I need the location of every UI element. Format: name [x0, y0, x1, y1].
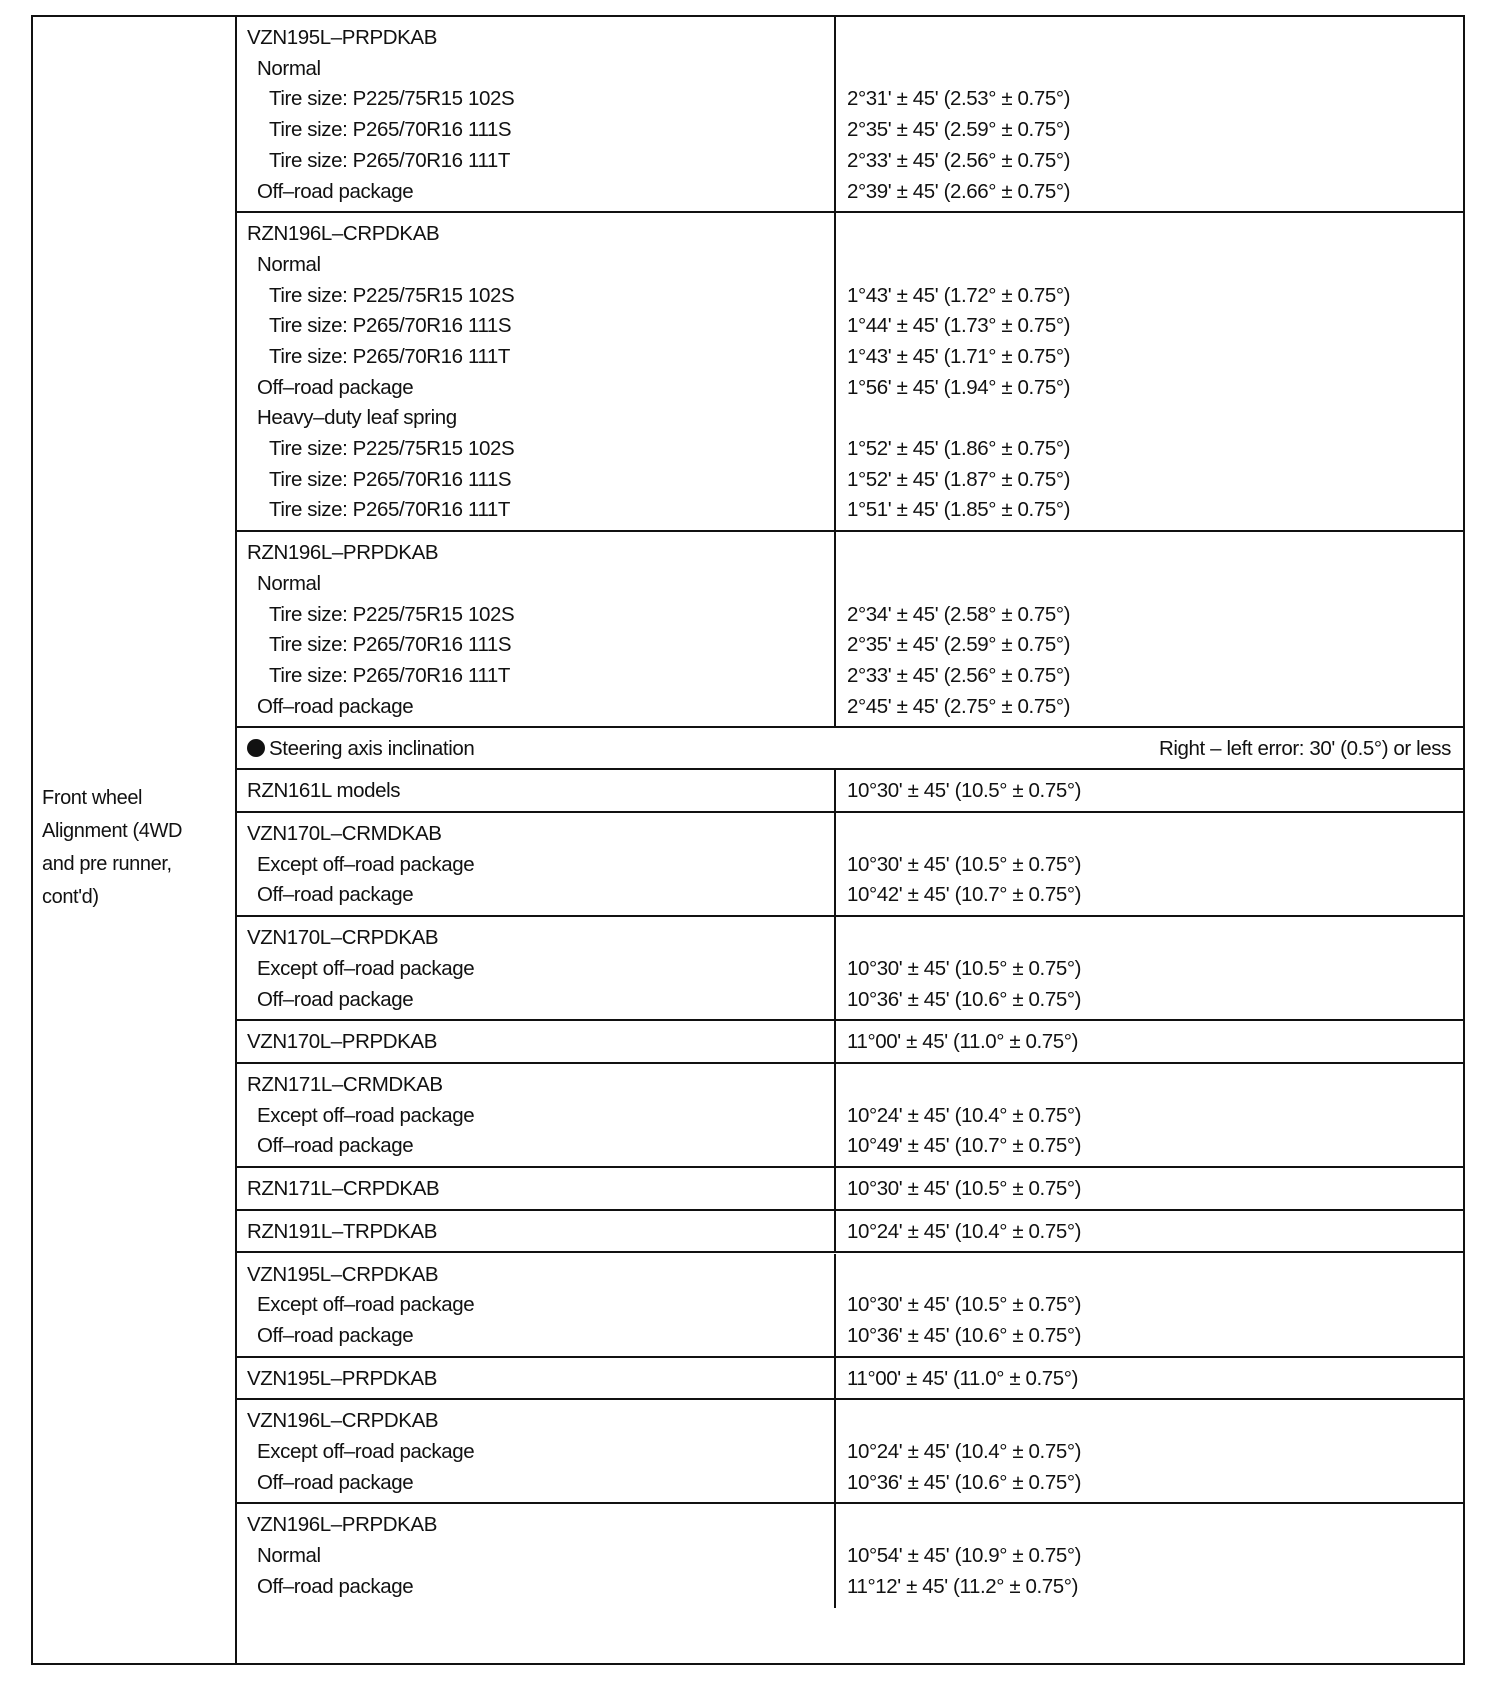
spec-label: Tire size: P265/70R16 111T — [269, 344, 511, 368]
table-row — [237, 145, 1463, 177]
spec-value: 1°51' ± 45' (1.85° ± 0.75°) — [847, 498, 1071, 522]
spec-value: 10°30' ± 45' (10.5° ± 0.75°) — [847, 1293, 1082, 1317]
section-label-line: Front wheel — [42, 787, 143, 809]
spec-label: RZN161L models — [247, 779, 401, 803]
spec-label: Tire size: P265/70R16 111S — [269, 314, 512, 338]
spec-value: 1°52' ± 45' (1.86° ± 0.75°) — [847, 437, 1071, 461]
table-row — [237, 176, 1463, 208]
spec-label: Heavy–duty leaf spring — [257, 406, 457, 430]
spec-value: 2°45' ± 45' (2.75° ± 0.75°) — [847, 694, 1071, 718]
spec-label: RZN196L–PRPDKAB — [247, 541, 439, 565]
spec-label: Off–road package — [257, 1574, 414, 1598]
spec-value: 10°49' ± 45' (10.7° ± 0.75°) — [847, 1134, 1082, 1158]
table-row — [237, 372, 1463, 404]
spec-value: 2°35' ± 45' (2.59° ± 0.75°) — [847, 633, 1071, 657]
table-row — [237, 1259, 1463, 1291]
spec-value: 1°56' ± 45' (1.94° ± 0.75°) — [847, 375, 1071, 399]
table-row — [237, 568, 1463, 600]
table-row — [237, 1130, 1463, 1162]
spec-label: VZN170L–CRPDKAB — [247, 926, 439, 950]
table-row — [237, 775, 1463, 807]
table-row — [237, 494, 1463, 526]
spec-value: 2°34' ± 45' (2.58° ± 0.75°) — [847, 602, 1071, 626]
caster-section — [237, 17, 1463, 213]
spec-value: 11°00' ± 45' (11.0° ± 0.75°) — [847, 1366, 1079, 1390]
section-label — [42, 782, 232, 914]
spec-value: 10°24' ± 45' (10.4° ± 0.75°) — [847, 1103, 1082, 1127]
spec-label: Normal — [257, 1544, 321, 1568]
spec-label: VZN195L–PRPDKAB — [247, 26, 437, 49]
table-row — [237, 1571, 1463, 1603]
spec-label: Off–road package — [257, 987, 414, 1011]
spec-label: VZN195L–PRPDKAB — [247, 1366, 437, 1390]
inclination-section — [237, 770, 1463, 813]
spec-value: 2°33' ± 45' (2.56° ± 0.75°) — [847, 663, 1071, 687]
table-row — [237, 922, 1463, 954]
inclination-section — [237, 917, 1463, 1021]
table-row — [237, 1100, 1463, 1132]
spec-label: RZN171L–CRPDKAB — [247, 1177, 440, 1201]
spec-label: Except off–road package — [257, 1103, 475, 1127]
spec-label: RZN196L–CRPDKAB — [247, 222, 440, 246]
spec-value: 1°43' ± 45' (1.72° ± 0.75°) — [847, 283, 1071, 307]
spec-value: 1°52' ± 45' (1.87° ± 0.75°) — [847, 467, 1071, 491]
table-row — [237, 629, 1463, 661]
spec-label: Tire size: P225/75R15 102S — [269, 437, 515, 461]
inclination-section — [237, 1168, 1463, 1211]
table-row — [237, 464, 1463, 496]
table-row — [237, 537, 1463, 569]
spec-value: 2°39' ± 45' (2.66° ± 0.75°) — [847, 179, 1071, 203]
spec-label: Tire size: P265/70R16 111T — [269, 498, 511, 522]
spec-label: VZN170L–PRPDKAB — [247, 1030, 437, 1054]
spec-value: 10°30' ± 45' (10.5° ± 0.75°) — [847, 779, 1082, 803]
spec-value: 1°44' ± 45' (1.73° ± 0.75°) — [847, 314, 1071, 338]
inclination-section — [237, 1254, 1463, 1358]
spec-value: 10°54' ± 45' (10.9° ± 0.75°) — [847, 1544, 1082, 1568]
table-row — [237, 1405, 1463, 1437]
spec-label: RZN171L–CRMDKAB — [247, 1073, 443, 1096]
table-row — [237, 599, 1463, 631]
spec-label: Off–road package — [257, 1323, 414, 1347]
spec-label: Tire size: P265/70R16 111S — [269, 467, 512, 491]
spec-label: Except off–road package — [257, 956, 475, 980]
table-row — [237, 660, 1463, 692]
spec-label: Tire size: P265/70R16 111T — [269, 663, 511, 687]
spec-value: 2°35' ± 45' (2.59° ± 0.75°) — [847, 118, 1071, 142]
table-row — [237, 953, 1463, 985]
spec-label: VZN170L–CRMDKAB — [247, 822, 442, 846]
table-row — [237, 22, 1463, 54]
spec-value: 10°30' ± 45' (10.5° ± 0.75°) — [847, 956, 1082, 980]
spec-label: Except off–road package — [257, 852, 475, 876]
steering-axis-title — [247, 733, 474, 765]
right-left-error-note: Right – left error: 30' (0.5°) or less — [1159, 737, 1451, 761]
spec-value: 2°31' ± 45' (2.53° ± 0.75°) — [847, 87, 1071, 111]
spec-value: 11°12' ± 45' (11.2° ± 0.75°) — [847, 1574, 1079, 1598]
spec-label: Tire size: P265/70R16 111T — [269, 148, 511, 172]
spec-value: 10°24' ± 45' (10.4° ± 0.75°) — [847, 1439, 1082, 1463]
caster-section — [237, 532, 1463, 728]
spec-label: Except off–road package — [257, 1293, 475, 1317]
table-row — [237, 402, 1463, 434]
inclination-section — [237, 813, 1463, 917]
spec-value: 10°30' ± 45' (10.5° ± 0.75°) — [847, 852, 1082, 876]
spec-value: 10°36' ± 45' (10.6° ± 0.75°) — [847, 987, 1082, 1011]
table-row — [237, 249, 1463, 281]
table-row — [237, 984, 1463, 1016]
spec-value: 11°00' ± 45' (11.0° ± 0.75°) — [847, 1030, 1079, 1054]
spec-value: 2°33' ± 45' (2.56° ± 0.75°) — [847, 148, 1071, 172]
table-row — [237, 433, 1463, 465]
table-row — [237, 1509, 1463, 1541]
table-row — [237, 1540, 1463, 1572]
table-row — [237, 114, 1463, 146]
spec-label: VZN195L–CRPDKAB — [247, 1262, 439, 1286]
table-row — [237, 1216, 1463, 1248]
table-row — [237, 1026, 1463, 1058]
spec-label: Off–road package — [257, 694, 414, 718]
table-row — [237, 879, 1463, 911]
table-row — [237, 341, 1463, 373]
inclination-section — [237, 1211, 1463, 1254]
spec-label: Off–road package — [257, 179, 414, 203]
table-row — [237, 280, 1463, 312]
section-label-line: cont'd) — [42, 886, 99, 908]
spec-value: 10°30' ± 45' (10.5° ± 0.75°) — [847, 1177, 1082, 1201]
spec-label: Except off–road package — [257, 1439, 475, 1463]
spec-label: Tire size: P225/75R15 102S — [269, 602, 515, 626]
inclination-section — [237, 1504, 1463, 1608]
spec-label: VZN196L–PRPDKAB — [247, 1513, 437, 1537]
spec-label: Tire size: P225/75R15 102S — [269, 283, 515, 307]
section-label-line: Alignment (4WD — [42, 820, 182, 842]
steering-axis-label: Steering axis inclination — [269, 737, 475, 761]
spec-label: Normal — [257, 56, 321, 80]
steering-axis-inclination-header — [237, 728, 1463, 770]
table-row — [237, 1363, 1463, 1395]
table-row — [237, 83, 1463, 115]
inclination-section — [237, 1400, 1463, 1504]
table-row — [237, 218, 1463, 250]
spec-label: Off–road package — [257, 375, 414, 399]
table-row — [237, 53, 1463, 85]
table-row — [237, 691, 1463, 723]
spec-label: Tire size: P265/70R16 111S — [269, 118, 512, 142]
table-row — [237, 1436, 1463, 1468]
spec-label: Off–road package — [257, 883, 414, 907]
spec-label: Off–road package — [257, 1470, 414, 1494]
spec-value: 1°43' ± 45' (1.71° ± 0.75°) — [847, 344, 1071, 368]
table-row — [237, 310, 1463, 342]
spec-value: 10°36' ± 45' (10.6° ± 0.75°) — [847, 1470, 1082, 1494]
spec-value: 10°36' ± 45' (10.6° ± 0.75°) — [847, 1323, 1082, 1347]
spec-label: Normal — [257, 571, 321, 595]
spec-value: 10°42' ± 45' (10.7° ± 0.75°) — [847, 883, 1082, 907]
inclination-section — [237, 1358, 1463, 1401]
table-row — [237, 1173, 1463, 1205]
caster-section — [237, 213, 1463, 532]
spec-label: Off–road package — [257, 1134, 414, 1158]
spec-label: RZN191L–TRPDKAB — [247, 1219, 437, 1243]
section-label-line: and pre runner, — [42, 853, 172, 875]
inclination-section — [237, 1064, 1463, 1168]
table-row — [237, 818, 1463, 850]
spec-value: 10°24' ± 45' (10.4° ± 0.75°) — [847, 1219, 1082, 1243]
inclination-section — [237, 1021, 1463, 1064]
bullet-icon — [247, 739, 265, 757]
spec-label: Normal — [257, 252, 321, 276]
table-row — [237, 849, 1463, 881]
spec-label: Tire size: P225/75R15 102S — [269, 87, 515, 111]
table-row — [237, 1069, 1463, 1101]
spec-label: Tire size: P265/70R16 111S — [269, 633, 512, 657]
table-row — [237, 1320, 1463, 1352]
spec-label: VZN196L–CRPDKAB — [247, 1409, 439, 1433]
table-row — [237, 1467, 1463, 1499]
table-row — [237, 1289, 1463, 1321]
